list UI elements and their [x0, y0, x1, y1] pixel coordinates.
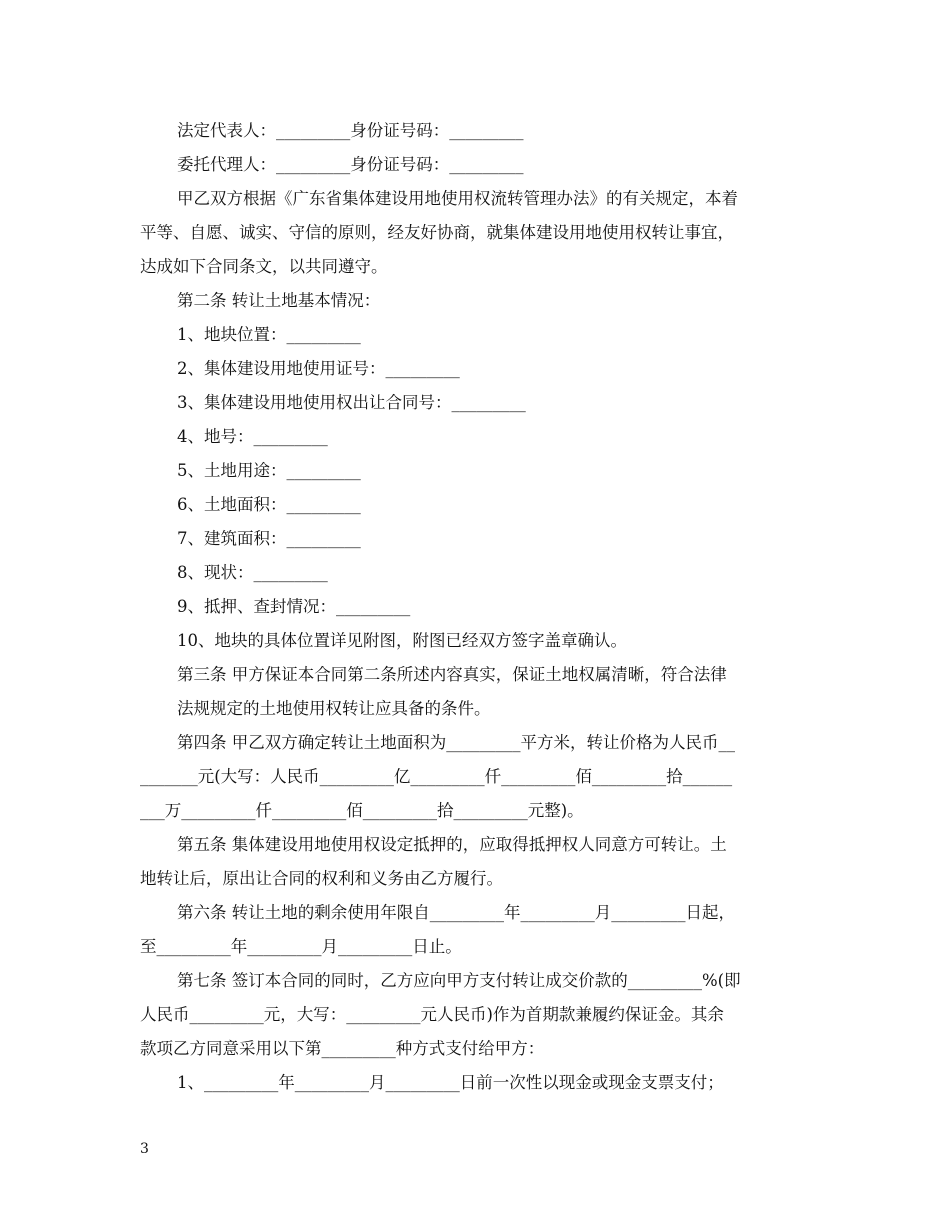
text-line: 至_________年_________月_________日止。	[140, 937, 462, 956]
text-line: ___万_________仟_________佰_________拾_________元整)。	[140, 801, 584, 820]
text-line: 款项乙方同意采用以下第_________种方式支付给甲方：	[140, 1039, 545, 1058]
text-line: 3、集体建设用地使用权出让合同号：_________	[177, 393, 526, 412]
text-line: 1、_________年_________月_________日前一次性以现金或现金支票支付；	[177, 1073, 724, 1092]
text-line: _______元(大写：人民币_________亿_________仟_________佰_________拾______	[140, 767, 733, 786]
text-line: 法定代表人：_________身份证号码：_________	[177, 121, 524, 140]
page-number: 3	[140, 1141, 149, 1157]
text-line: 6、土地面积：_________	[177, 495, 361, 514]
text-line: 委托代理人：_________身份证号码：_________	[177, 155, 524, 174]
text-line: 5、土地用途：_________	[177, 461, 361, 480]
text-line: 2、集体建设用地使用证号：_________	[177, 359, 460, 378]
text-line: 第四条 甲乙双方确定转让土地面积为_________平方米，转让价格为人民币__	[177, 733, 735, 752]
text-line: 10、地块的具体位置详见附图，附图已经双方签字盖章确认。	[177, 631, 627, 650]
text-line: 8、现状：_________	[177, 563, 328, 582]
text-line: 平等、自愿、诚实、守信的原则，经友好协商，就集体建设用地使用权转让事宜，	[140, 223, 734, 242]
text-line: 第三条 甲方保证本合同第二条所述内容真实，保证土地权属清晰，符合法律	[177, 665, 727, 684]
text-line: 第二条 转让土地基本情况：	[177, 291, 381, 310]
text-line: 达成如下合同条文，以共同遵守。	[140, 257, 388, 276]
text-line: 法规规定的土地使用权转让应具备的条件。	[177, 699, 491, 718]
text-line: 4、地号：_________	[177, 427, 328, 446]
text-line: 第六条 转让土地的剩余使用年限自_________年_________月_________日起，	[177, 903, 735, 922]
text-line: 9、抵押、查封情况：_________	[177, 597, 411, 616]
text-line: 1、地块位置：_________	[177, 325, 361, 344]
text-line: 人民币_________元，大写：_________元人民币)作为首期款兼履约保证金。其余	[140, 1005, 724, 1024]
text-line: 第七条 签订本合同的同时，乙方应向甲方支付转让成交价款的_________%(即	[177, 971, 741, 990]
text-line: 第五条 集体建设用地使用权设定抵押的，应取得抵押权人同意方可转让。土	[177, 835, 727, 854]
text-line: 甲乙双方根据《广东省集体建设用地使用权流转管理办法》的有关规定，本着	[177, 189, 738, 208]
text-line: 7、建筑面积：_________	[177, 529, 361, 548]
document-body	[140, 114, 820, 1100]
text-line: 地转让后，原出让合同的权利和义务由乙方履行。	[140, 869, 503, 888]
